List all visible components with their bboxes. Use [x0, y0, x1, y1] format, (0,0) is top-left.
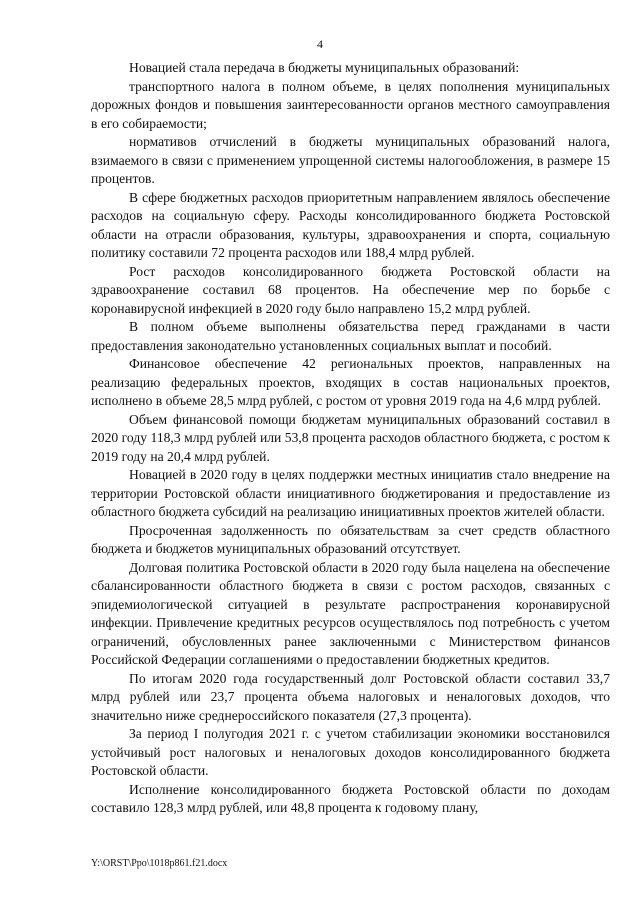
paragraph: Рост расходов консолидированного бюджета Ростовской области на здравоохранение составил 68 процентов. На обеспечение мер по борьбе с коронавирусной инфекцией в 2020 году было направлено 15,2 млрд рублей. — [91, 263, 610, 316]
paragraph: Новацией в 2020 году в целях поддержки местных инициатив стало внедрение на территории Ростовской области инициативного бюджетирования и предоставление из областного бюджета субсидий на реализацию инициативных проектов жителей области. — [91, 467, 610, 519]
page-number: 4 — [317, 37, 323, 51]
paragraph: Финансовое обеспечение 42 региональных проектов, направленных на реализацию федеральных проектов, входящих в состав национальных проектов, исполнено в объеме 28,5 млрд рублей, с ростом от уровня 2019 года на 4,6 млрд рублей. — [91, 356, 610, 408]
paragraph: нормативов отчислений в бюджеты муниципальных образований налога, взимаемого в связи с применением упрощенной системы налогообложения, в размере 15 процентов. — [91, 134, 610, 186]
paragraph: транспортного налога в полном объеме, в целях пополнения муниципальных дорожных фондов и повышения заинтересованности органов местного самоуправления в его собираемости; — [91, 78, 610, 131]
paragraph: Исполнение консолидированного бюджета Ростовской области по доходам составило 128,3 млрд рублей, или 48,8 процента к годовому плану, — [91, 781, 610, 815]
paragraph: В полном объеме выполнены обязательства перед гражданами в части предоставления законодательно установленных социальных выплат и пособий. — [91, 319, 610, 353]
paragraph: В сфере бюджетных расходов приоритетным направлением являлось обеспечение расходов на социальную сферу. Расходы консолидированного бюджета Ростовской области на отрасли образования, культуры, здравоохранения и спорта, социальную политику составили 72 процента расходов или 188,4 млрд рублей. — [91, 189, 610, 260]
file-path-footer: Y:\ORST\Ppo\1018p861.f21.docx — [91, 858, 228, 869]
paragraph: За период I полугодия 2021 г. с учетом стабилизации экономики восстановился устойчивый рост налоговых и неналоговых доходов консолидированного бюджета Ростовской области. — [91, 726, 610, 778]
paragraph: Просроченная задолженность по обязательствам за счет средств областного бюджета и бюджетов муниципальных образований отсутствует. — [91, 522, 610, 556]
document-body — [91, 59, 610, 818]
paragraph: Объем финансовой помощи бюджетам муниципальных образований составил в 2020 году 118,3 млрд рублей или 53,8 процента расходов областного бюджета, с ростом к 2019 году на 20,4 млрд рублей. — [91, 411, 610, 464]
paragraph: Долговая политика Ростовской области в 2020 году была нацелена на обеспечение сбалансированности областного бюджета в связи с ростом расходов, связанных с эпидемиологической ситуацией в результате распространения коронавирусной инфекции. Привлечение кредитных ресурсов осуществлялось под потребность с учетом ограничений, обусловленных ранее заключенными с Министерством финансов Российской Федерации соглашениями о предоставлении бюджетных кредитов. — [91, 559, 610, 667]
paragraph: По итогам 2020 года государственный долг Ростовской области составил 33,7 млрд рублей или 23,7 процента объема налоговых и неналоговых доходов, что значительно ниже среднероссийского показателя (27,3 процента). — [91, 670, 610, 723]
paragraph: Новацией стала передача в бюджеты муниципальных образований: — [129, 60, 520, 75]
